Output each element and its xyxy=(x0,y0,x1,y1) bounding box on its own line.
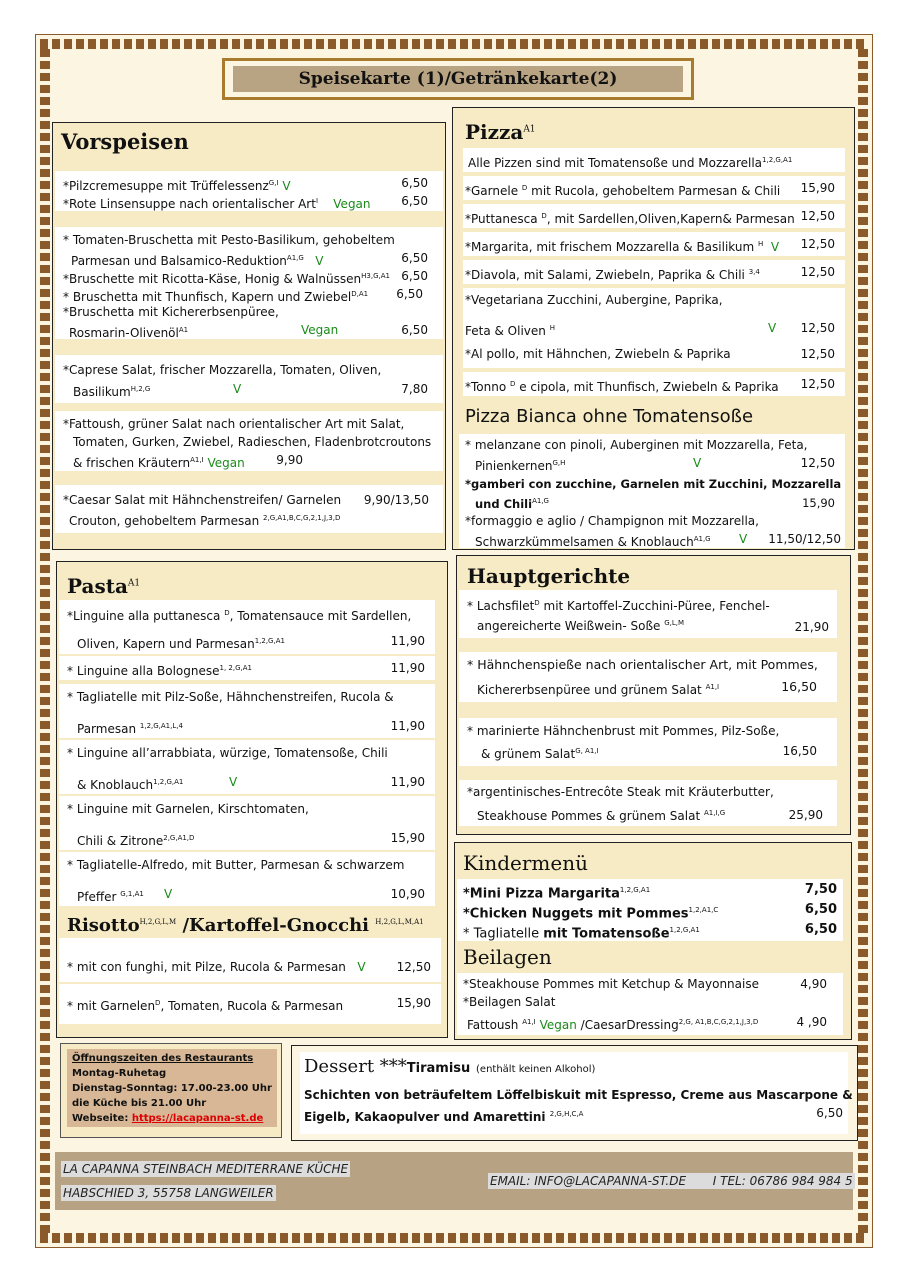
kinder-panel xyxy=(454,842,852,1040)
hauptgerichte-heading: Hauptgerichte xyxy=(467,564,631,588)
border-left xyxy=(40,49,50,1233)
menu-item: *Vegetariana Zucchini, Aubergine, Paprika, Feta & Oliven $^H$ V 12,50 xyxy=(463,288,845,344)
menu-item: * Hähnchenspieße nach orientalischer Art, mit Pommes, Kichererbsenpüree und grünem Salat $^{A1,I}$ 16,50 xyxy=(459,652,837,702)
menu-item: *Diavola, mit Salami, Zwiebeln, Paprika & Chili $^{3,4}$ 12,50 xyxy=(463,260,845,284)
menu-item: *Mini Pizza Margarita$^{1,2,G,A1}$ 7,50 *Chicken Nuggets mit Pommes$^{1,2,A1,C}$ 6,50 * Tagliatelle mit Tomatensoße$^{1,2,G,A1}$ 6,50 xyxy=(457,879,843,941)
dessert-description: Schichten von beträufeltem Löffelbiskuit mit Espresso, Creme aus Mascarpone & Eigelb, Kakaopulver und Amarettini $^{2,G,H,C,A}$ xyxy=(304,1088,853,1124)
menu-item: *Linguine alla puttanesca $^D$, Tomatensauce mit Sardellen, Oliven, Kapern und Parmesan$^{1,2,G,A1}$ 11,90 xyxy=(59,600,435,654)
dessert-heading: Dessert *** xyxy=(304,1056,407,1077)
menu-item: * melanzane con pinoli, Auberginen mit Mozzarella, Feta, Pinienkernen$^{G,H}$ V 12,50 xyxy=(459,434,845,474)
menu-item: *Caprese Salat, frischer Mozzarella, Tomaten, Oliven, Basilikum$^{H,2,G}$ V 7,80 xyxy=(55,355,443,403)
kindermenu-heading: Kindermenü xyxy=(463,851,588,875)
opening-hours: Öffnungszeiten des Restaurants Montag-Ruhetag Dienstag-Sonntag: 17.00-23.00 Uhr die Küche bis 21.00 Uhr Webseite: https://lacapanna-st.de xyxy=(67,1049,277,1127)
menu-item: * Tagliatelle-Alfredo, mit Butter, Parmesan & schwarzem Pfeffer $^{G,1,A1}$ V 10,90 xyxy=(59,852,435,906)
restaurant-contact: EMAIL: INFO@LACAPANNA-ST.DE I TEL: 06786 984 984 5 xyxy=(490,1174,853,1188)
pasta-panel: Pasta$^{A1}$ *Linguine alla puttanesca $^D$, Tomatensauce mit Sardellen, Oliven, Kapern und Parmesan$^{1,2,G,A1}$ 11,90 * Linguine alla Bolognese$^{1, 2,G,A1}$ 11,90 * Tagliatelle mit Pilz-Soße, Hähnchenstreifen, Rucola & Parmesan $^{1,2,G,A1,L,4}$ 11,90 * Linguine all’arrabbiata, würzige, Tomatensoße, Chili & Knoblauch$^{1,2,G,A1}$ V 11,90 * Linguine mit Garnelen, Kirschtomaten, Chili & Zitrone$^{2,G,A1,D}$ 15,90 * Tagliatelle-Alfredo, mit Butter, Parmesan & schwarzem Pfeffer $^{G,1,A1}$ V 10,90 Risotto$^{H,2,G,L,M}$ /Kartoffel-Gnocchi $^{H,2,G,L,M,A1}$ * mit con funghi, mit Pilze, Rucola & Parmesan V 12,50 * mit Garnelen$^D$, Tomaten, Rucola & Parmesan 15,90 xyxy=(56,561,448,1038)
vorspeisen-heading: Vorspeisen xyxy=(61,129,189,154)
dessert-price: 6,50 xyxy=(816,1106,843,1120)
menu-item: * mit con funghi, mit Pilze, Rucola & Parmesan V 12,50 xyxy=(59,938,441,982)
menu-item: * Lachsfilet$^D$ mit Kartoffel-Zucchini-Püree, Fenchel- angereicherte Weißwein- Soße $^{G,L,M}$ 21,90 xyxy=(459,590,837,638)
menu-item: *Garnele $^D$ mit Rucola, gehobeltem Parmesan & Chili 15,90 xyxy=(463,176,845,200)
menu-item: * Linguine alla Bolognese$^{1, 2,G,A1}$ 11,90 xyxy=(59,656,435,680)
beilagen-heading: Beilagen xyxy=(463,945,552,969)
pizza-heading: Pizza xyxy=(465,120,524,144)
menu-item: *Al pollo, mit Hähnchen, Zwiebeln & Paprika 12,50 xyxy=(463,344,845,368)
menu-item: *Tonno $^D$ e cipola, mit Thunfisch, Zwiebeln & Paprika 12,50 xyxy=(463,372,845,396)
menu-item: *argentinisches-Entrecôte Steak mit Kräuterbutter, Steakhouse Pommes & grünem Salat $^{A1,I,G}$ 25,90 xyxy=(459,780,837,826)
risotto-heading: Risotto xyxy=(67,915,140,936)
menu-item: * marinierte Hähnchenbrust mit Pommes, Pilz-Soße, & grünem Salat$^{G, A1,I}$ 16,50 xyxy=(459,718,837,766)
pizza-panel: Pizza$^{A1}$ Alle Pizzen sind mit Tomatensoße und Mozzarella$^{1,2,G,A1}$ *Garnele $^D$ mit Rucola, gehobeltem Parmesan & Chili 15,90 *Puttanesca $^D$, mit Sardellen,Oliven,Kapern& Parmesan 12,50 *Margarita, mit frischem Mozzarella & Basilikum $^H$ V 12,50 *Diavola, mit Salami, Zwiebeln, Paprika & Chili $^{3,4}$ 12,50 *Vegetariana Zucchini, Aubergine, Paprika, Feta & Oliven $^H$ V 12,50 *Al pollo, mit Hähnchen, Zwiebeln & Paprika 12,50 *Tonno $^D$ e cipola, mit Thunfisch, Zwiebeln & Paprika 12,50 Pizza Bianca ohne Tomatensoße * melanzane con pinoli, Auberginen mit Mozzarella, Feta, Pinienkernen$^{G,H}$ V 12,50 *gamberi con zucchine, Garnelen mit Zucchini, Mozzarella und Chili$^{A1,G}$ 15,90 *formaggio e aglio / Champignon mit Mozzarella, Schwarzkümmelsamen & Knoblauch$^{A1,G}$ V 11,50/12,50 xyxy=(452,107,855,550)
footer xyxy=(55,1152,853,1210)
menu-item: *Margarita, mit frischem Mozzarella & Basilikum $^H$ V 12,50 xyxy=(463,232,845,256)
menu-item: *Puttanesca $^D$, mit Sardellen,Oliven,Kapern& Parmesan 12,50 xyxy=(463,204,845,228)
border-right xyxy=(858,49,868,1233)
border-bottom xyxy=(40,1233,868,1243)
menu-item: *Pilzcremesuppe mit Trüffelessenz$^{G,I}$ V 6,50 *Rote Linsensuppe nach orientalischer Art$^I$ Vegan 6,50 xyxy=(55,171,443,211)
menu-item: * Linguine all’arrabbiata, würzige, Tomatensoße, Chili & Knoblauch$^{1,2,G,A1}$ V 11,90 xyxy=(59,740,435,794)
pizza-bianca-heading: Pizza Bianca ohne Tomatensoße xyxy=(465,406,754,427)
opening-hours-box xyxy=(60,1043,282,1138)
menu-item: *gamberi con zucchine, Garnelen mit Zucchini, Mozzarella und Chili$^{A1,G}$ 15,90 xyxy=(459,474,845,512)
menu-item: * Linguine mit Garnelen, Kirschtomaten, Chili & Zitrone$^{2,G,A1,D}$ 15,90 xyxy=(59,796,435,850)
menu-title-box xyxy=(222,58,694,100)
restaurant-address: HABSCHIED 3, 55758 LANGWEILER xyxy=(63,1186,274,1200)
vorspeisen-panel xyxy=(52,122,446,550)
restaurant-name: LA CAPANNA STEINBACH MEDITERRANE KÜCHE xyxy=(63,1162,349,1176)
gnocchi-heading: /Kartoffel-Gnocchi xyxy=(182,915,370,936)
menu-item: * mit Garnelen$^D$, Tomaten, Rucola & Parmesan 15,90 xyxy=(59,984,441,1024)
menu-item: * Tomaten-Bruschetta mit Pesto-Basilikum, gehobeltem Parmesan und Balsamico-Reduktion$^{A1,G}$ V 6,50 *Bruschette mit Ricotta-Käse, Honig & Walnüssen$^{H3,G,A1}$ 6,50 * Bruschetta mit Thunfisch, Kapern und Zwiebel$^{D,A1}$ 6,50 *Bruschetta mit Kichererbsenpüree, Rosmarin-Olivenöl$^{A1}$ Vegan 6,50 xyxy=(55,227,443,339)
dessert-panel: Dessert ***Tiramisu (enthält keinen Alkohol) Schichten von beträufeltem Löffelbiskuit mit Espresso, Creme aus Mascarpone & Eigelb, Kakaopulver und Amarettini $^{2,G,H,C,A}$ 6,50 xyxy=(291,1045,858,1141)
menu-item: *Caesar Salat mit Hähnchenstreifen/ Garnelen Crouton, gehobeltem Parmesan $^{2,G,A1,B,C,G,2,1,J,3,D}$ 9,90/13,50 xyxy=(55,485,443,533)
hauptgerichte-panel xyxy=(456,555,851,835)
pizza-intro: Alle Pizzen sind mit Tomatensoße und Mozzarella$^{1,2,G,A1}$ xyxy=(463,148,845,172)
border-top xyxy=(40,39,868,49)
menu-title: Speisekarte (1)/Getränkekarte(2) xyxy=(233,66,683,92)
website-link[interactable]: https://lacapanna-st.de xyxy=(131,1113,264,1124)
menu-item: *Steakhouse Pommes mit Ketchup & Mayonnaise 4,90 *Beilagen Salat Fattoush $^{A1,I}$ Vegan /CaesarDressing$^{2,G, A1,B,C,G,2,1,J,3,D}$ 4 ,90 xyxy=(457,973,843,1035)
menu-item: * Tagliatelle mit Pilz-Soße, Hähnchenstreifen, Rucola & Parmesan $^{1,2,G,A1,L,4}$ 11,90 xyxy=(59,684,435,738)
menu-item: *Fattoush, grüner Salat nach orientalischer Art mit Salat, Tomaten, Gurken, Zwiebel, Radieschen, Fladenbrotcroutons & frischen Kräutern$^{A1,I}$ Vegan 9,90 xyxy=(55,411,443,471)
menu-item: *formaggio e aglio / Champignon mit Mozzarella, Schwarzkümmelsamen & Knoblauch$^{A1,G}$ V 11,50/12,50 xyxy=(459,512,845,548)
pasta-heading: Pasta xyxy=(67,574,128,598)
